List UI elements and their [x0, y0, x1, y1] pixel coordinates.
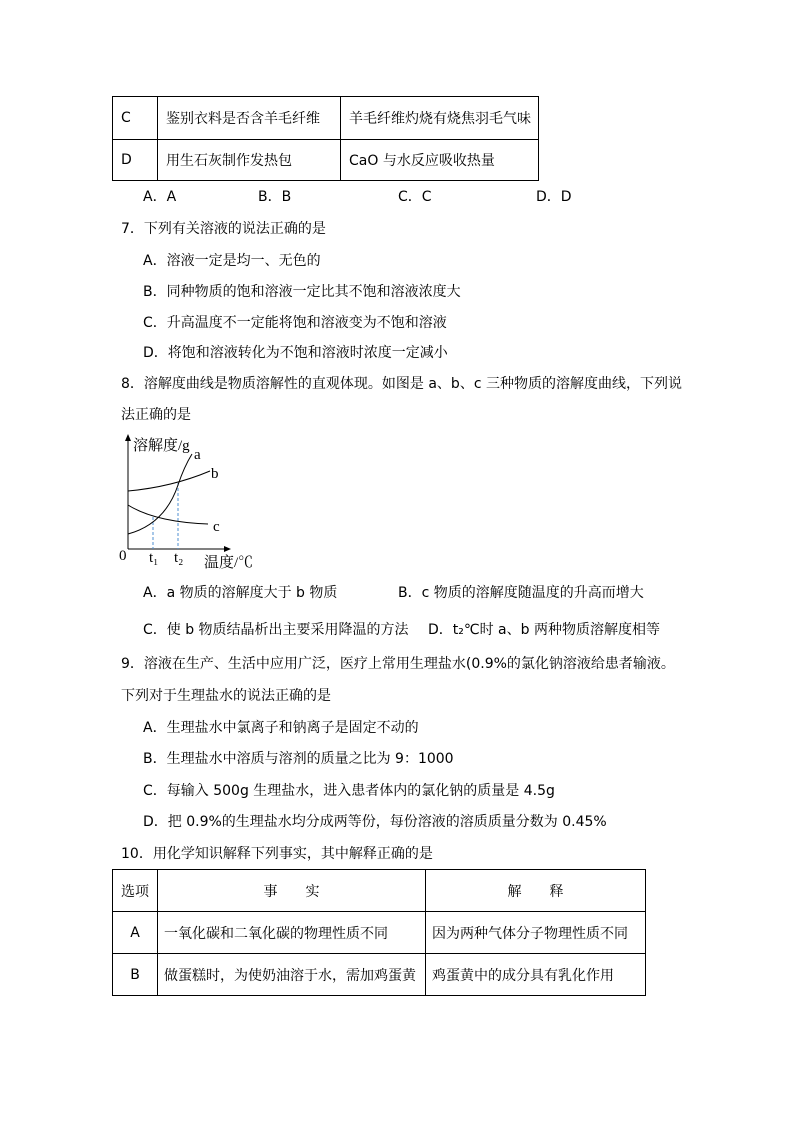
q8-choice-d: D．t₂℃时 a、b 两种物质溶解度相等 — [428, 622, 660, 638]
header-fact: 事 实 — [158, 870, 426, 912]
q9-choice-a: A．生理盐水中氯离子和钠离子是固定不动的 — [143, 720, 419, 736]
q8-stem-line1: 8．溶解度曲线是物质溶解性的直观体现。如图是 a、b、c 三种物质的溶解度曲线，下列说 — [121, 376, 682, 392]
explanation-cell: 羊毛纤维灼烧有烧焦羽毛气味 — [341, 97, 539, 140]
option-cell: A — [113, 912, 158, 954]
q6-choice-d: D．D — [536, 189, 572, 205]
q8-choice-c: C．使 b 物质结晶析出主要采用降温的方法 — [143, 622, 409, 638]
table-header-row — [113, 870, 646, 912]
q7-choice-c: C．升高温度不一定能将饱和溶液变为不饱和溶液 — [143, 315, 447, 331]
table-row — [113, 954, 646, 996]
curve-c — [128, 505, 208, 524]
q6-choice-b: B．B — [258, 189, 292, 205]
explanation-cell: 鸡蛋黄中的成分具有乳化作用 — [426, 954, 646, 996]
table-row — [113, 912, 646, 954]
curve-b — [128, 471, 210, 491]
option-cell: D — [113, 140, 158, 181]
q10-stem: 10．用化学知识解释下列事实，其中解释正确的是 — [121, 846, 433, 862]
curve-a-label: a — [194, 447, 201, 463]
fact-cell: 鉴别衣料是否含羊毛纤维 — [158, 97, 341, 140]
table-row — [113, 140, 539, 181]
y-axis-arrow — [125, 434, 131, 441]
q6-choice-a: A．A — [143, 189, 177, 205]
q7-stem: 7．下列有关溶液的说法正确的是 — [121, 221, 326, 237]
table-row — [113, 97, 539, 140]
q8-stem-line2: 法正确的是 — [121, 407, 191, 423]
header-option: 选项 — [113, 870, 158, 912]
fact-cell: 用生石灰制作发热包 — [158, 140, 341, 181]
origin-label: 0 — [119, 548, 127, 564]
q7-choice-b: B．同种物质的饱和溶液一定比其不饱和溶液浓度大 — [143, 284, 461, 300]
fact-cell: 做蛋糕时，为使奶油溶于水，需加鸡蛋黄 — [158, 954, 426, 996]
option-cell: B — [113, 954, 158, 996]
q6-table — [112, 96, 539, 181]
curve-c-label: c — [213, 519, 220, 535]
t1-label: t₁ — [149, 550, 159, 566]
q9-stem-line2: 下列对于生理盐水的说法正确的是 — [121, 688, 331, 704]
explanation-cell: CaO 与水反应吸收热量 — [341, 140, 539, 181]
q9-choice-d: D．把 0.9%的生理盐水均分成两等份，每份溶液的溶质质量分数为 0.45% — [143, 814, 607, 830]
q9-choice-c: C．每输入 500g 生理盐水，进入患者体内的氯化钠的质量是 4.5g — [143, 783, 555, 799]
q7-choice-a: A．溶液一定是均一、无色的 — [143, 253, 321, 269]
y-axis-label: 溶解度/g — [133, 438, 190, 454]
x-axis-label: 温度/℃ — [204, 555, 254, 571]
t2-label: t₂ — [174, 550, 184, 566]
header-explanation: 解 释 — [426, 870, 646, 912]
curve-b-label: b — [211, 466, 219, 482]
option-cell: C — [113, 97, 158, 140]
fact-cell: 一氧化碳和二氧化碳的物理性质不同 — [158, 912, 426, 954]
q6-choice-c: C．C — [398, 189, 432, 205]
q8-choice-b: B．c 物质的溶解度随温度的升高而增大 — [398, 585, 644, 601]
q8-choice-a: A．a 物质的溶解度大于 b 物质 — [143, 585, 338, 601]
explanation-cell: 因为两种气体分子物理性质不同 — [426, 912, 646, 954]
q9-stem-line1: 9．溶液在生产、生活中应用广泛，医疗上常用生理盐水(0.9%的氯化钠溶液给患者输液。 — [121, 656, 675, 672]
x-axis-arrow — [224, 546, 231, 552]
q9-choice-b: B．生理盐水中溶质与溶剂的质量之比为 9：1000 — [143, 751, 454, 767]
q10-table — [112, 869, 646, 996]
q7-choice-d: D．将饱和溶液转化为不饱和溶液时浓度一定减小 — [143, 345, 448, 361]
